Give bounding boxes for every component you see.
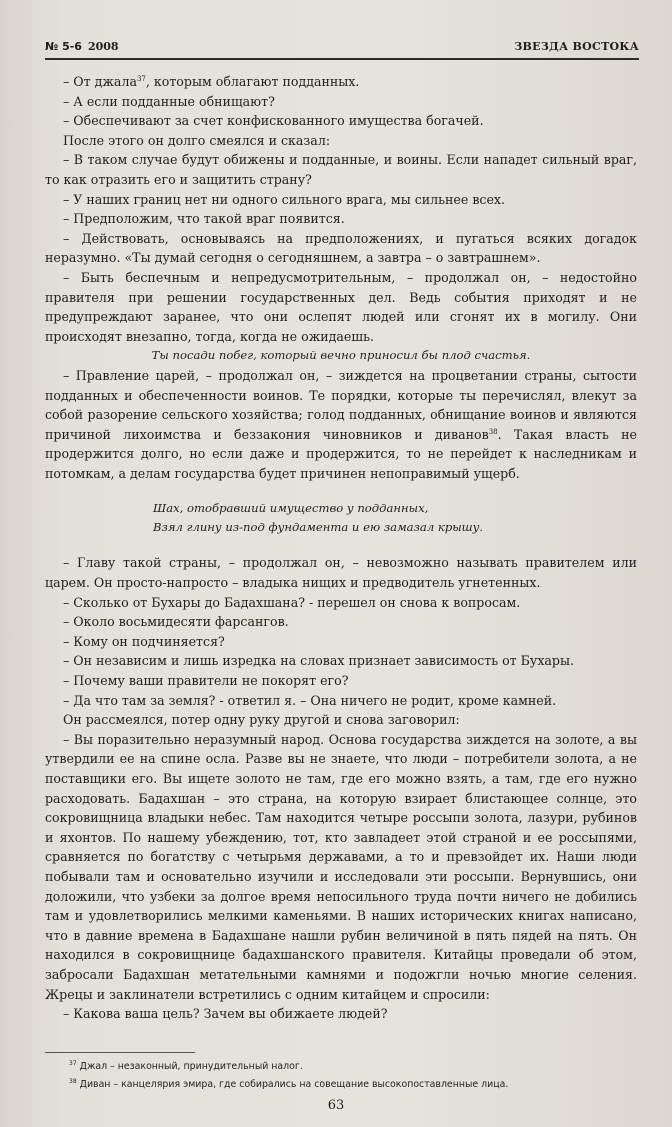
paragraph: – Обеспечивают за счет конфискованного имущества богачей. bbox=[63, 113, 484, 129]
paragraph-block-c bbox=[45, 553, 637, 1023]
running-header bbox=[45, 40, 639, 60]
paragraph: – Вы поразительно неразумный народ. Основа государства зиждется на золоте, а вы утвердили ее на спине осла. Разве вы не знаете, что люди – потребители золота, а не поставщики его. Вы ищете золото не там, где его можно взять, а там, где его нужно расходовать. Бадахшан – это страна, на которую взирает блистающее солнце, это сокровищница владыки небес. Там находится четыре россыпи золота, лазури, рубинов и яхонтов. По нашему убеждению, тот, кто завладеет этой страной и ее россыпями, сравняется по богатству с четырьмя державами, а то и превзойдет их. Наши люди побывали там и основательно изучили и исследовали эти россыпи. Вернувшись, они доложили, что узбеки за долгое время непосильного труда почти ничего не добились там и удовлетворились мелкими каменьями. В наших исторических книгах написано, что в давние времена в Бадахшане нашли рубин величиной в пять пядей на пять. Он находился в сокровищнице бадахшанского правителя. Китайцы проведали об этом, забросали Бадахшан метательными камнями и подожгли ночью многие селения. Жрецы и заклинатели встретились с одним китайцем и спросили: bbox=[45, 731, 637, 1002]
body-text bbox=[45, 72, 637, 1024]
paragraph: – У наших границ нет ни одного сильного врага, мы сильнее всех. bbox=[63, 191, 506, 207]
paragraph: – В таком случае будут обижены и подданные, и воины. Если нападет сильный враг, то как отразить его и защитить страну? bbox=[45, 152, 637, 187]
paragraph: Он рассмеялся, потер одну руку другой и снова заговорил: bbox=[63, 712, 460, 728]
journal-title: ЗВЕЗДА ВОСТОКА bbox=[514, 40, 639, 53]
epigraph-2 bbox=[153, 499, 637, 537]
epigraph-line: Шах, отобравший имущество у подданных, bbox=[153, 501, 429, 516]
footnote: $^{37}$ Джал – незаконный, принудительный налог. bbox=[69, 1060, 303, 1073]
paragraph: – Быть беспечным и непредусмотрительным, – продолжал он, – недостойно правителя при решении государственных дел. Ведь события приходят и не предупреждают заранее, что они ослепят людей или сгонят их в могилу. Они происходят внезапно, тогда, когда не ожидаешь. bbox=[45, 269, 637, 344]
footnotes bbox=[45, 1056, 637, 1092]
footnote: $^{38}$ Диван – канцелярия эмира, где собирались на совещание высокопоставленные лица. bbox=[69, 1078, 509, 1091]
paragraph: – Главу такой страны, – продолжал он, – невозможно называть правителем или царем. Он просто-напросто – владыка нищих и предводитель угнетенных. bbox=[45, 555, 637, 591]
epigraph-line: Взял глину из-под фундамента и ею замазал крышу. bbox=[153, 520, 484, 535]
paragraph: – Правление царей, – продолжал он, – зиждется на процветании страны, сытости подданных и обеспеченности воинов. Те порядки, которые ты перечислял, влекут за собой разорение сельского хозяйства; голод подданных, обнищание воинов и являются причиной лихоимства и беззакония чиновников и диванов$^{38}$. Такая власть не продержится долго, но если даже и продержится, то не перейдет к наследникам и потомкам, а делам государства будет причинен непоправимый ущерб. bbox=[45, 367, 637, 481]
paragraph: – Около восьмидесяти фарсангов. bbox=[63, 614, 289, 630]
paragraph: – Кому он подчиняется? bbox=[63, 633, 225, 649]
paragraph: – Какова ваша цель? Зачем вы обижаете людей? bbox=[63, 1006, 388, 1022]
paragraph: – Сколько от Бухары до Бадахшана? - перешел он снова к вопросам. bbox=[63, 594, 521, 610]
epigraph-1: Ты посади побег, который вечно приносил бы плод счастья. bbox=[151, 348, 531, 363]
paragraph: После этого он долго смеялся и сказал: bbox=[63, 132, 331, 148]
issue-number: № 5-6 2008 bbox=[45, 40, 119, 53]
paragraph-block-b bbox=[45, 366, 637, 484]
page-number: 63 bbox=[327, 1098, 345, 1113]
paragraph: – Почему ваши правители не покорят его? bbox=[63, 673, 349, 689]
paragraph: – Он независим и лишь изредка на словах признает зависимость от Бухары. bbox=[63, 653, 575, 669]
paragraph: – Предположим, что такой враг появится. bbox=[63, 211, 345, 227]
paragraph: – От джала$^{37}$, которым облагают подданных. bbox=[63, 74, 360, 89]
paragraph: – Действовать, основываясь на предположениях, и пугаться всяких догадок неразумно. «Ты думай сегодня о сегодняшнем, а завтра – о завтрашнем». bbox=[45, 230, 637, 266]
footnote-divider bbox=[45, 1052, 195, 1053]
paragraph: – А если подданные обнищают? bbox=[63, 93, 275, 109]
paragraph-block-a bbox=[45, 72, 637, 346]
issue-year: 2008 bbox=[87, 40, 119, 53]
paragraph: – Да что там за земля? - ответил я. – Она ничего не родит, кроме камней. bbox=[63, 692, 557, 708]
